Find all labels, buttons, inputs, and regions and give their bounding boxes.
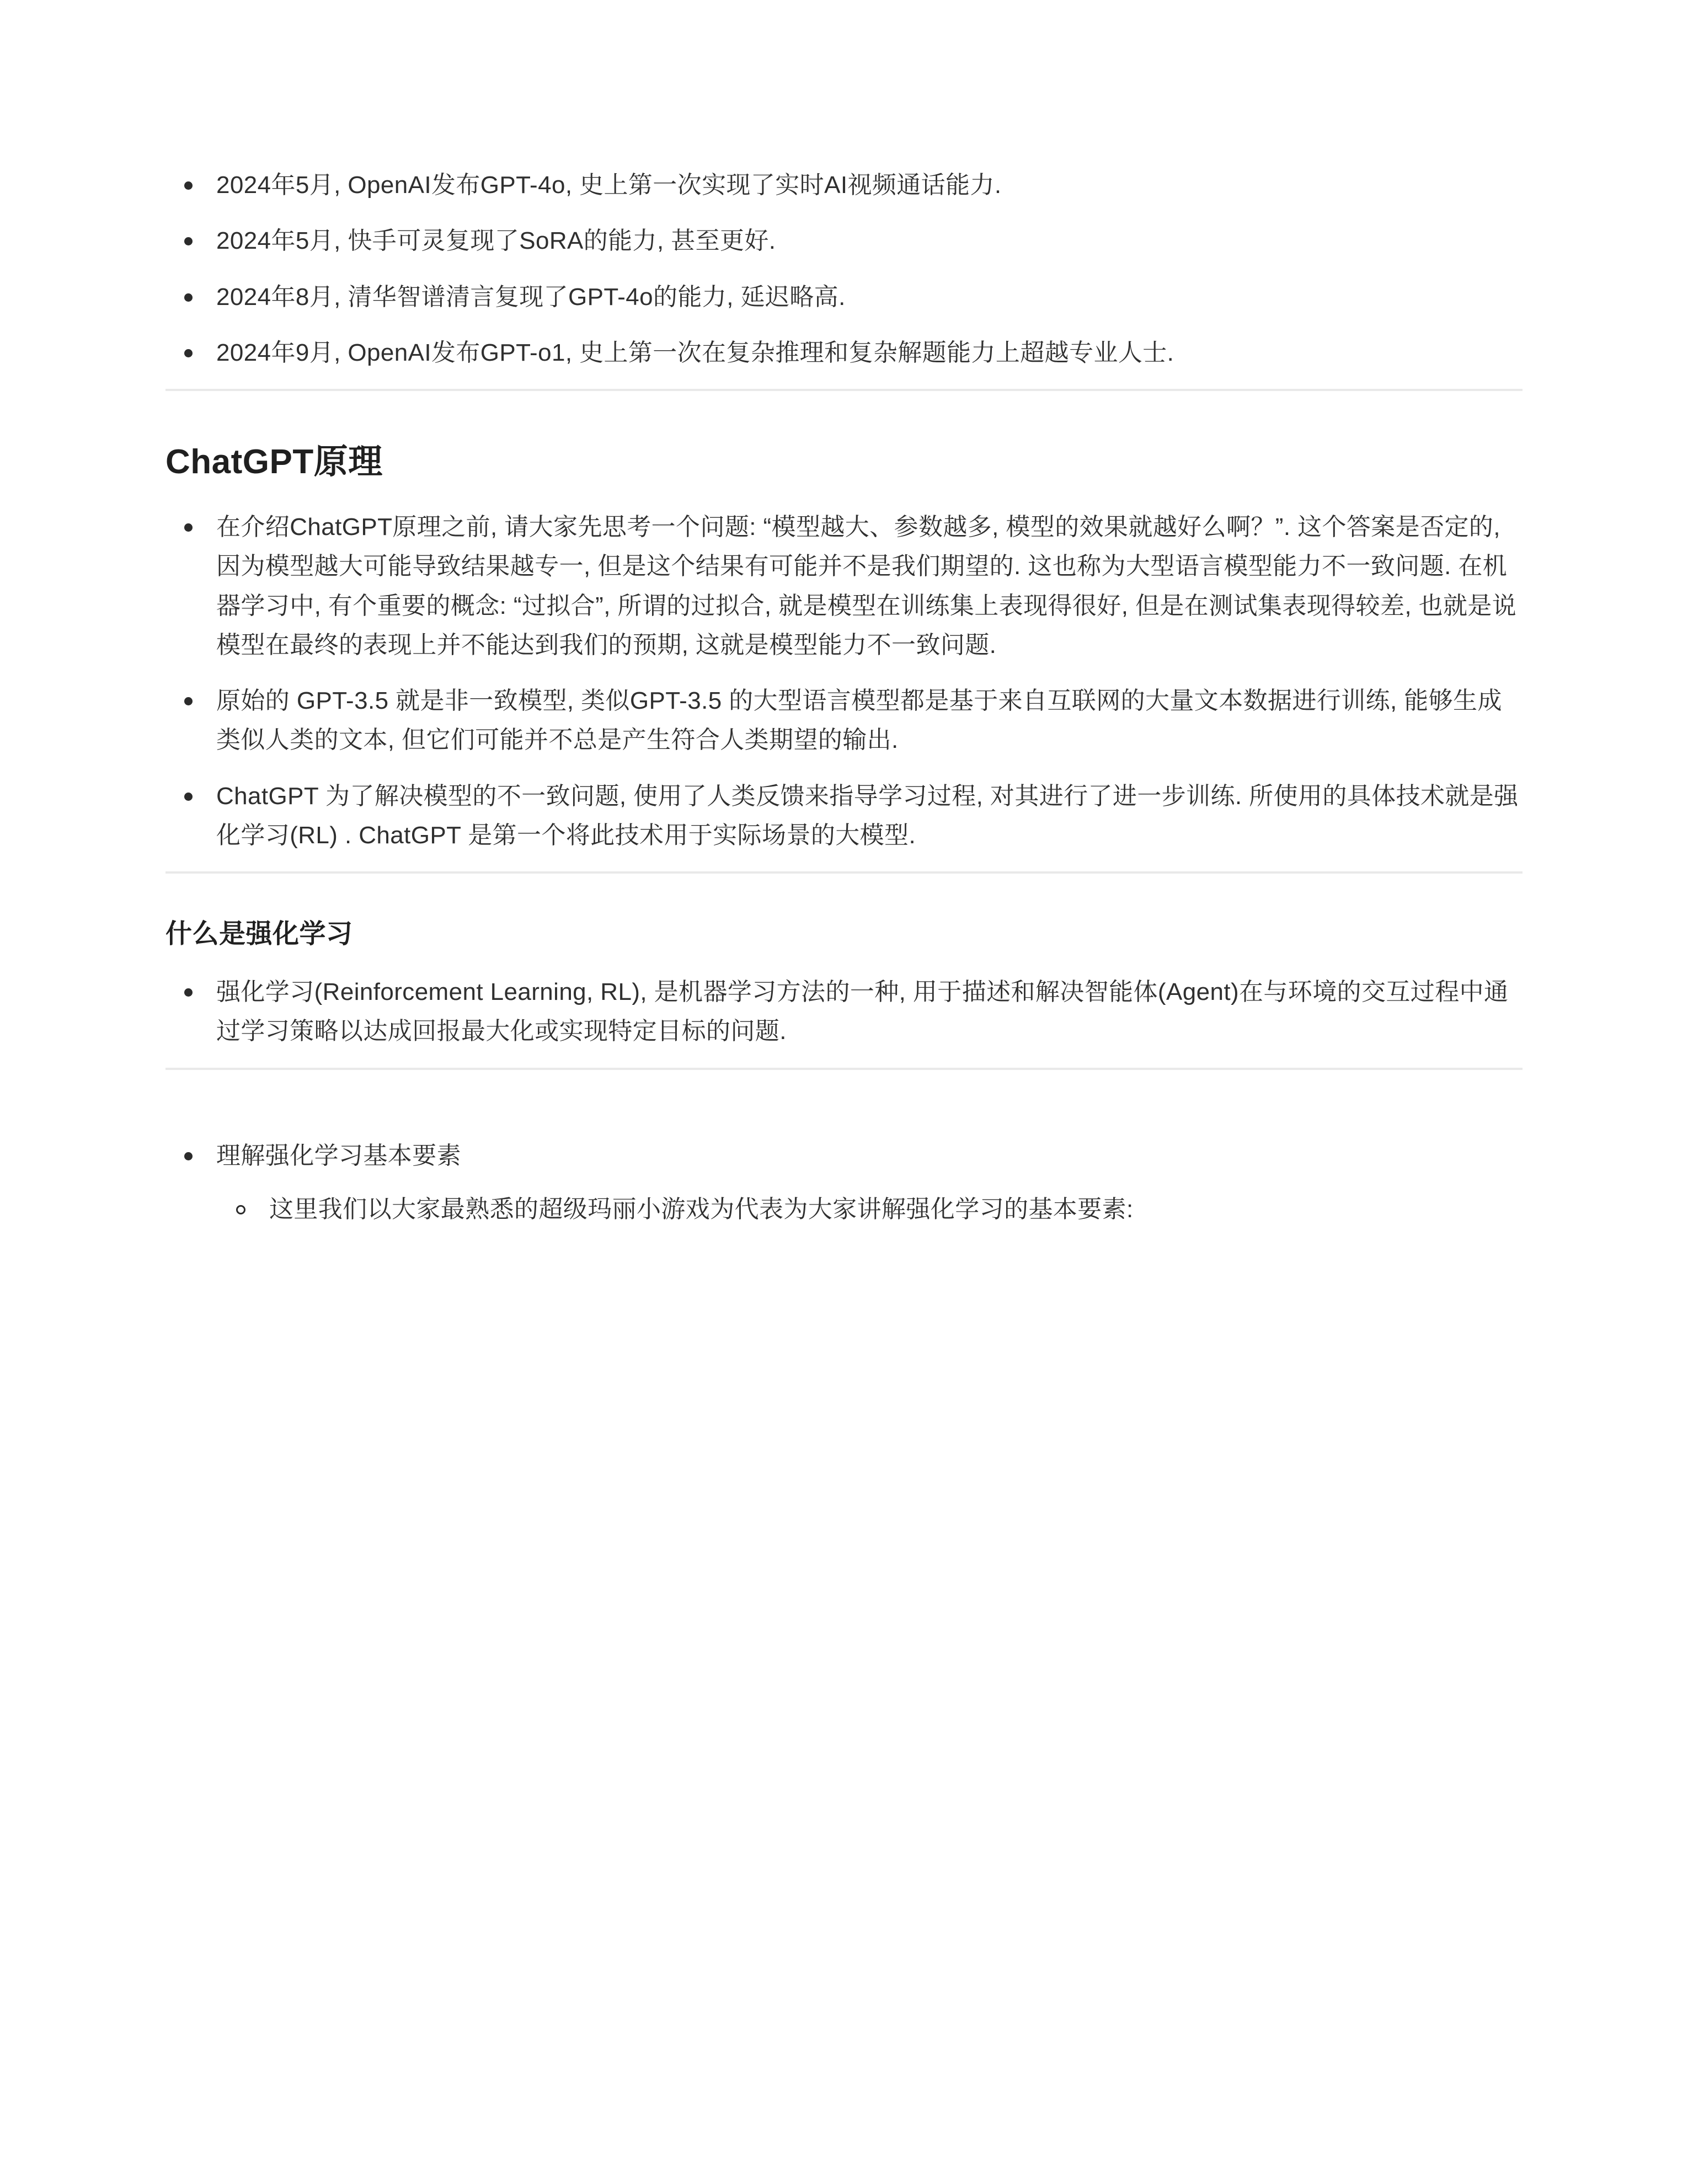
list-item [165, 1136, 1523, 1229]
list-item: ChatGPT 为了解决模型的不一致问题, 使用了人类反馈来指导学习过程, 对其进行了进一步训练. 所使用的具体技术就是强化学习(RL) . ChatGPT 是第一个将此技术用于实际场景的大模型. [165, 777, 1523, 855]
list-item: 2024年8月, 清华智谱清言复现了GPT-4o的能力, 延迟略高. [165, 277, 1523, 317]
page-title: ChatGPT原理 [165, 443, 383, 481]
chatgpt-principle-list [165, 507, 1523, 855]
document-content [165, 165, 1523, 1229]
subsection-title: 什么是强化学习 [165, 919, 353, 949]
list-item: 在介绍ChatGPT原理之前, 请大家先思考一个问题: “模型越大、参数越多, 模型的效果就越好么啊？”. 这个答案是否定的, 因为模型越大可能导致结果越专一, 但是这个结果有可能并不是我们期望的. 这也称为大型语言模型能力不一致问题. 在机器学习中, 有个重要的概念: “过拟合”, 所谓的过拟合, 就是模型在训练集上表现得很好, 但是在测试集表现得较差, 也就是说模型在最终的表现上并不能达到我们的预期, 这就是模型能力不一致问题. [165, 507, 1523, 665]
list-item: 2024年9月, OpenAI发布GPT-o1, 史上第一次在复杂推理和复杂解题能力上超越专业人士. [165, 333, 1523, 372]
list-item: 2024年5月, 快手可灵复现了SoRA的能力, 甚至更好. [165, 221, 1523, 260]
list-item: 2024年5月, OpenAI发布GPT-4o, 史上第一次实现了实时AI视频通话能力. [165, 165, 1523, 205]
list-item: 这里我们以大家最熟悉的超级玛丽小游戏为代表为大家讲解强化学习的基本要素: [216, 1190, 1523, 1229]
section-divider [165, 871, 1523, 874]
list-item: 原始的 GPT-3.5 就是非一致模型, 类似GPT-3.5 的大型语言模型都是基于来自互联网的大量文本数据进行训练, 能够生成类似人类的文本, 但它们可能并不总是产生符合人类期望的输出. [165, 681, 1523, 760]
list-item-label: 理解强化学习基本要素 [216, 1142, 461, 1169]
timeline-list [165, 165, 1523, 372]
list-item: 强化学习(Reinforcement Learning, RL), 是机器学习方法的一种, 用于描述和解决智能体(Agent)在与环境的交互过程中通过学习策略以达成回报最大化或实现特定目标的问题. [165, 972, 1523, 1051]
section-divider [165, 389, 1523, 391]
rl-elements-sublist [216, 1190, 1523, 1229]
rl-elements-list [165, 1136, 1523, 1229]
vertical-spacer [165, 1070, 1523, 1136]
reinforcement-learning-list [165, 972, 1523, 1051]
